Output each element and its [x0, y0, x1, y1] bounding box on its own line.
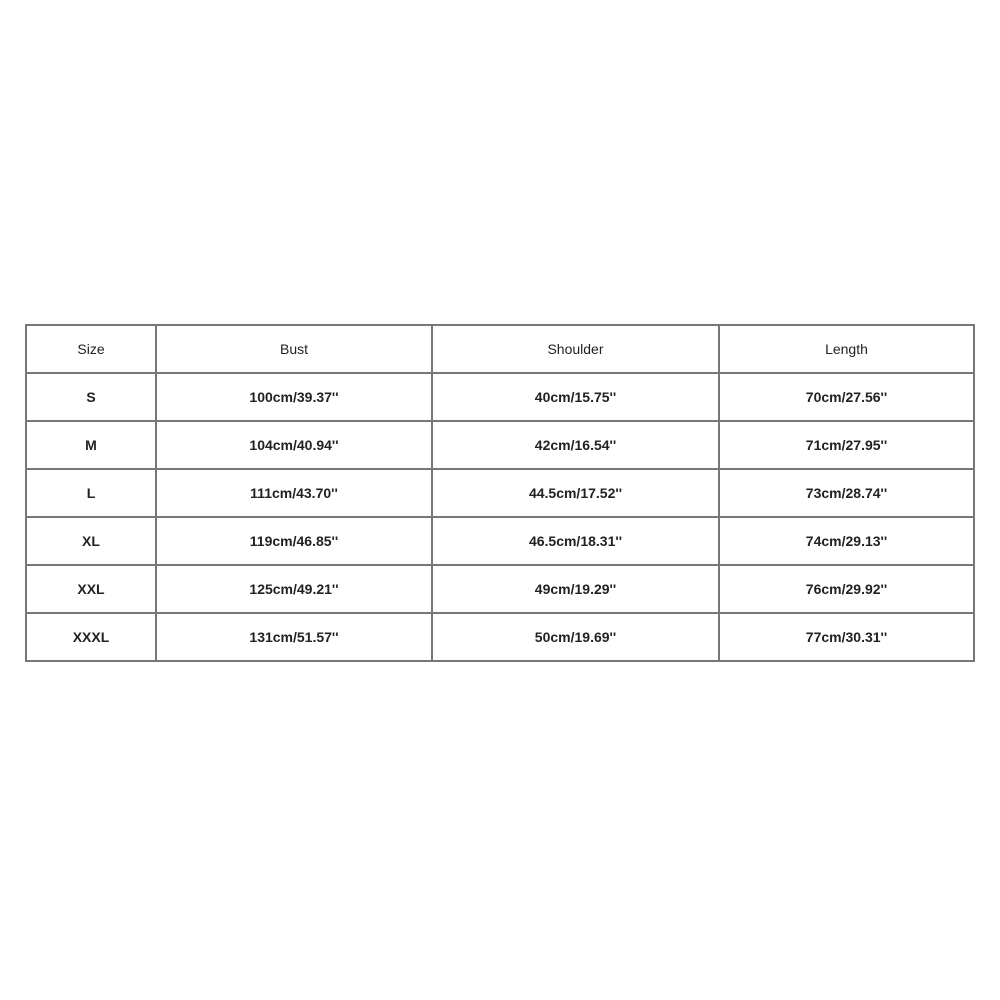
header-shoulder: Shoulder: [432, 325, 719, 373]
bust-cell: 104cm/40.94'': [156, 421, 432, 469]
size-cell: M: [26, 421, 156, 469]
bust-cell: 111cm/43.70'': [156, 469, 432, 517]
bust-cell: 125cm/49.21'': [156, 565, 432, 613]
size-cell: S: [26, 373, 156, 421]
header-size: Size: [26, 325, 156, 373]
size-chart-table: [25, 324, 975, 662]
table-row: [26, 421, 974, 469]
shoulder-cell: 49cm/19.29'': [432, 565, 719, 613]
table-header: [26, 325, 974, 373]
shoulder-cell: 50cm/19.69'': [432, 613, 719, 661]
length-cell: 77cm/30.31'': [719, 613, 974, 661]
bust-cell: 119cm/46.85'': [156, 517, 432, 565]
size-cell: XL: [26, 517, 156, 565]
length-cell: 71cm/27.95'': [719, 421, 974, 469]
bust-cell: 100cm/39.37'': [156, 373, 432, 421]
header-bust: Bust: [156, 325, 432, 373]
size-cell: XXL: [26, 565, 156, 613]
size-cell: XXXL: [26, 613, 156, 661]
table-row: [26, 373, 974, 421]
table-row: [26, 469, 974, 517]
length-cell: 70cm/27.56'': [719, 373, 974, 421]
header-row: [26, 325, 974, 373]
size-cell: L: [26, 469, 156, 517]
length-cell: 76cm/29.92'': [719, 565, 974, 613]
table-row: [26, 565, 974, 613]
length-cell: 73cm/28.74'': [719, 469, 974, 517]
header-length: Length: [719, 325, 974, 373]
length-cell: 74cm/29.13'': [719, 517, 974, 565]
shoulder-cell: 40cm/15.75'': [432, 373, 719, 421]
bust-cell: 131cm/51.57'': [156, 613, 432, 661]
table-row: [26, 613, 974, 661]
table-body: [26, 373, 974, 661]
shoulder-cell: 46.5cm/18.31'': [432, 517, 719, 565]
table-row: [26, 517, 974, 565]
shoulder-cell: 42cm/16.54'': [432, 421, 719, 469]
shoulder-cell: 44.5cm/17.52'': [432, 469, 719, 517]
